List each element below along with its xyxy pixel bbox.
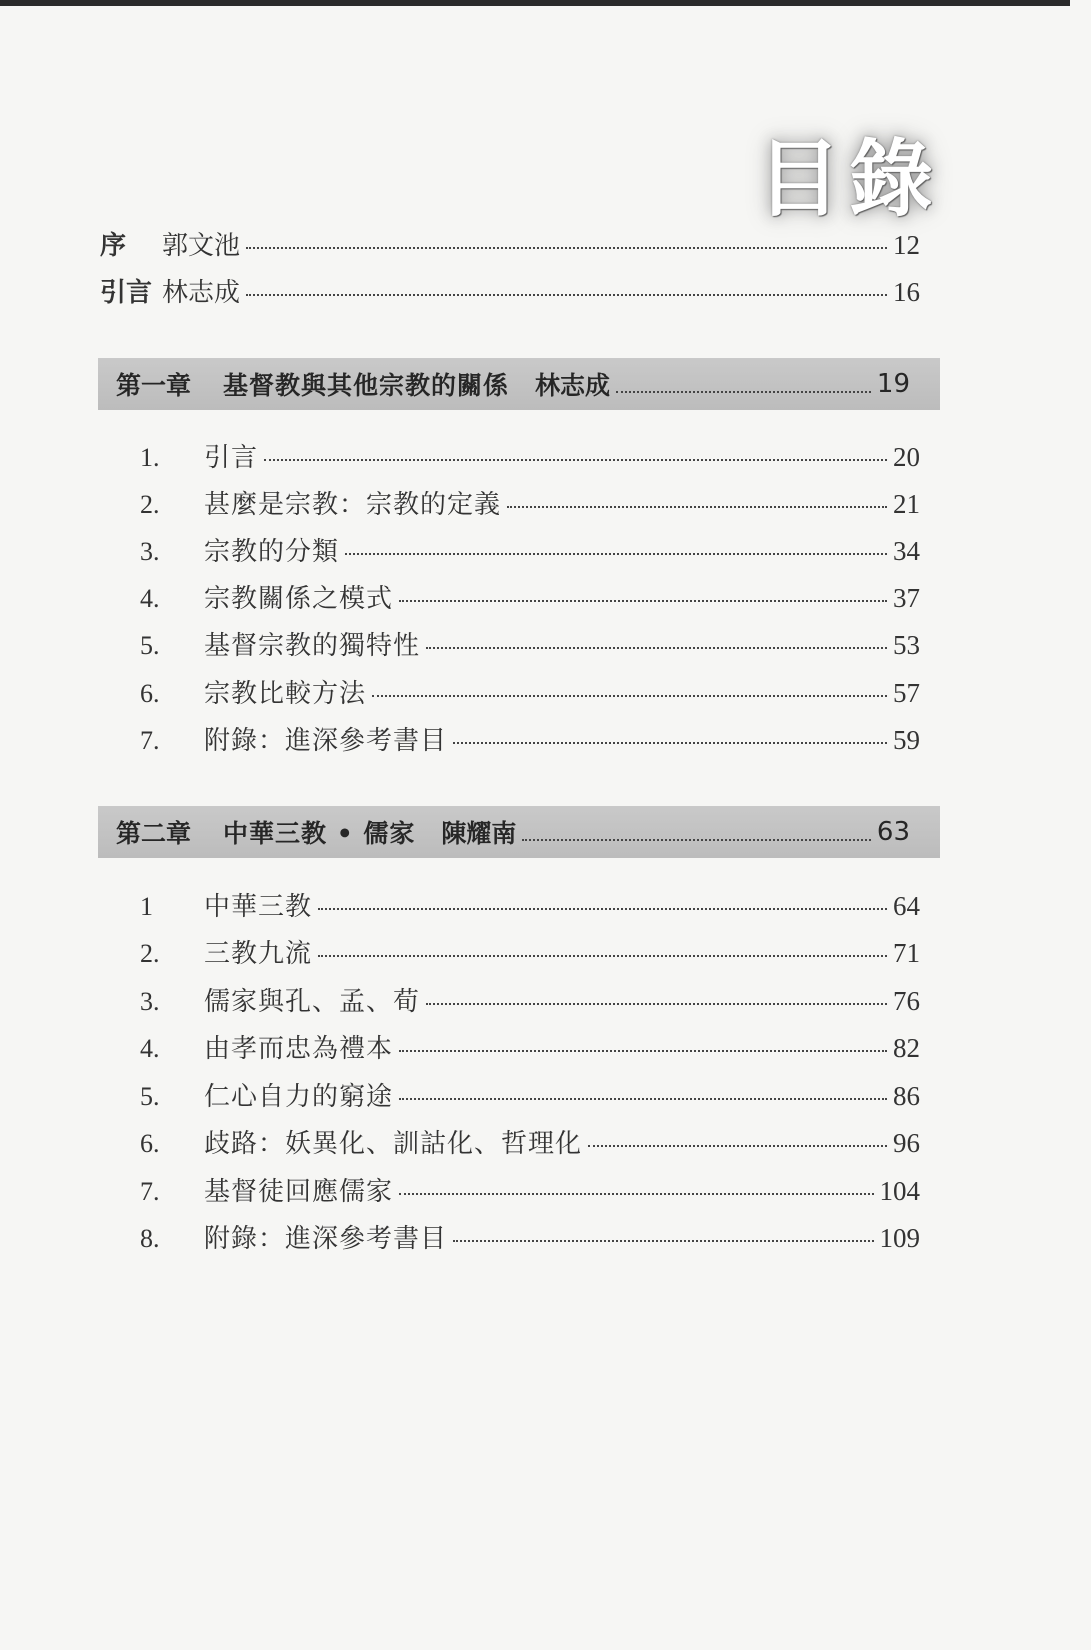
dot-leader xyxy=(453,742,887,744)
chapter-heading-1[interactable] xyxy=(98,358,940,410)
dot-leader xyxy=(426,1003,887,1005)
page-number: 21 xyxy=(893,489,920,519)
section-title: 儒家與孔、孟、荀 xyxy=(204,987,421,1017)
dot-leader xyxy=(246,247,887,249)
dot-leader xyxy=(399,1098,887,1100)
section-title: 基督宗教的獨特性 xyxy=(204,631,421,661)
section-title: 宗教關係之模式 xyxy=(204,584,394,614)
page-number: 34 xyxy=(893,536,920,566)
section-number: 4. xyxy=(140,1034,160,1063)
dot-leader xyxy=(246,294,887,296)
dot-leader xyxy=(372,695,887,697)
chapter-number: 第二章 xyxy=(116,819,192,848)
section-number: 1 xyxy=(140,892,153,921)
section-number: 4. xyxy=(140,584,160,613)
page-number: 57 xyxy=(893,678,920,708)
dot-leader xyxy=(399,600,887,602)
dot-leader xyxy=(522,839,870,841)
dot-leader xyxy=(507,506,887,508)
toc-section[interactable] xyxy=(140,625,920,662)
toc-section[interactable] xyxy=(140,1218,920,1255)
section-title: 三教九流 xyxy=(204,939,313,969)
page-number: 12 xyxy=(893,230,920,260)
toc-entry-preface[interactable] xyxy=(100,225,920,262)
dot-leader xyxy=(318,908,887,910)
section-number: 3. xyxy=(140,987,160,1016)
page-number: 19 xyxy=(876,369,910,399)
chapter-number: 第一章 xyxy=(116,371,192,400)
section-title: 仁心自力的窮途 xyxy=(204,1082,394,1112)
section-title: 中華三教 xyxy=(204,892,313,922)
section-title: 附錄：進深參考書目 xyxy=(204,1224,448,1254)
section-number: 3. xyxy=(140,537,160,566)
chapter-title: 基督教與其他宗教的關係 xyxy=(223,371,510,400)
section-number: 1. xyxy=(140,443,160,472)
page-number: 53 xyxy=(893,630,920,660)
toc-section[interactable] xyxy=(140,531,920,568)
page-number: 16 xyxy=(893,277,920,307)
section-title: 引言 xyxy=(204,443,259,473)
toc-section[interactable] xyxy=(140,933,920,970)
section-title: 宗教的分類 xyxy=(204,537,340,567)
section-title: 甚麼是宗教：宗教的定義 xyxy=(204,490,502,520)
page-number: 76 xyxy=(893,986,920,1016)
section-number: 5. xyxy=(140,1082,160,1111)
dot-leader xyxy=(399,1193,873,1195)
page-title: 目錄 xyxy=(756,130,941,228)
page-number: 109 xyxy=(879,1223,920,1253)
dot-leader xyxy=(426,647,887,649)
toc-section[interactable] xyxy=(140,437,920,474)
dot-leader xyxy=(588,1145,887,1147)
page-number: 86 xyxy=(893,1081,920,1111)
page-number: 20 xyxy=(893,442,920,472)
toc-section[interactable] xyxy=(140,886,920,923)
toc-section[interactable] xyxy=(140,578,920,615)
page-number: 96 xyxy=(893,1128,920,1158)
entry-author: 林志成 xyxy=(162,278,241,308)
section-title: 附錄：進深參考書目 xyxy=(204,726,448,756)
chapter-author: 林志成 xyxy=(535,371,611,400)
section-number: 7. xyxy=(140,1177,160,1206)
page-number: 64 xyxy=(893,891,920,921)
page-number: 59 xyxy=(893,725,920,755)
entry-prefix: 序 xyxy=(100,231,127,261)
toc-section[interactable] xyxy=(140,720,920,757)
chapter-title: 中華三教 • 儒家 xyxy=(223,819,416,848)
dot-leader xyxy=(318,955,887,957)
toc-section[interactable] xyxy=(140,1171,920,1208)
toc-section[interactable] xyxy=(140,1076,920,1113)
toc-section[interactable] xyxy=(140,981,920,1018)
page-number: 37 xyxy=(893,583,920,613)
section-number: 6. xyxy=(140,679,160,708)
entry-author: 郭文池 xyxy=(162,231,241,261)
toc-section[interactable] xyxy=(140,1028,920,1065)
section-title: 歧路：妖異化、訓詁化、哲理化 xyxy=(204,1129,583,1159)
dot-leader xyxy=(264,459,887,461)
dot-leader xyxy=(345,553,887,555)
entry-prefix: 引言 xyxy=(100,278,153,308)
toc-section[interactable] xyxy=(140,1123,920,1160)
section-number: 8. xyxy=(140,1224,160,1253)
section-title: 基督徒回應儒家 xyxy=(204,1177,394,1207)
page-number: 71 xyxy=(893,938,920,968)
page-number: 63 xyxy=(876,817,910,847)
top-rule xyxy=(0,0,1070,6)
chapter-heading-2[interactable] xyxy=(98,806,940,858)
section-number: 6. xyxy=(140,1129,160,1158)
page-number: 104 xyxy=(879,1176,920,1206)
toc-section[interactable] xyxy=(140,673,920,710)
section-number: 7. xyxy=(140,726,160,755)
page-number: 82 xyxy=(893,1033,920,1063)
toc-entry-introduction[interactable] xyxy=(100,272,920,309)
section-number: 2. xyxy=(140,490,160,519)
section-title: 由孝而忠為禮本 xyxy=(204,1034,394,1064)
dot-leader xyxy=(399,1050,887,1052)
dot-leader xyxy=(453,1240,873,1242)
section-number: 5. xyxy=(140,631,160,660)
chapter-author: 陳耀南 xyxy=(441,819,517,848)
section-number: 2. xyxy=(140,939,160,968)
toc-section[interactable] xyxy=(140,484,920,521)
section-title: 宗教比較方法 xyxy=(204,679,367,709)
dot-leader xyxy=(616,391,871,393)
